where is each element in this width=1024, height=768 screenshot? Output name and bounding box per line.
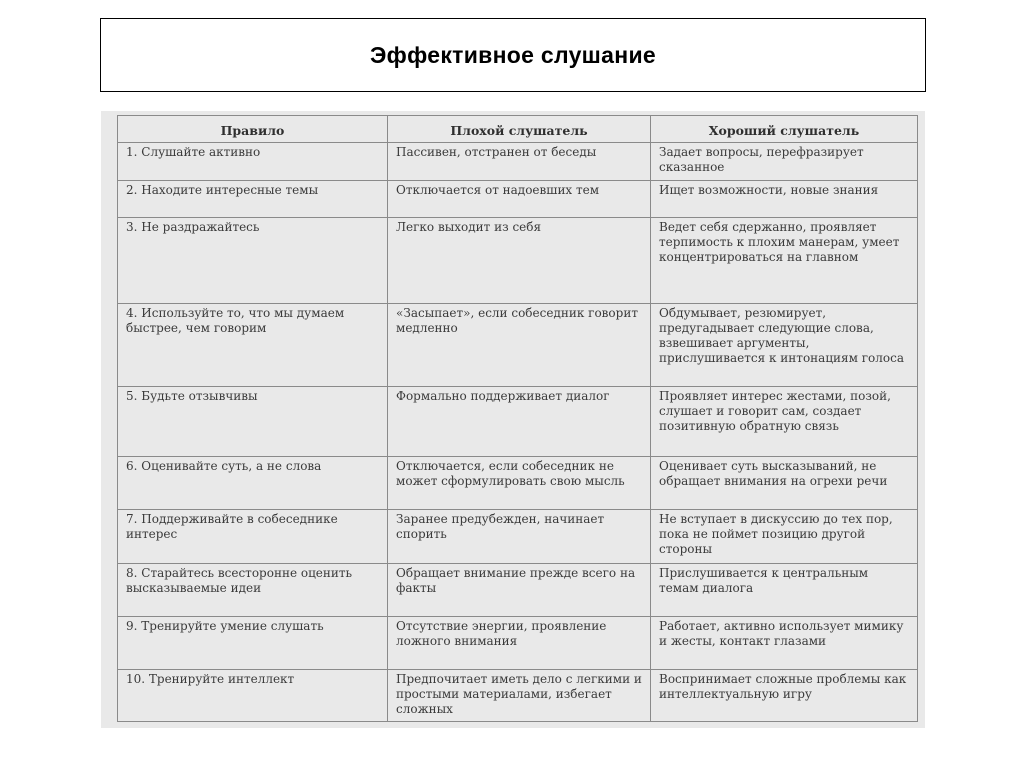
bad-listener-cell: Отключается от надоевших тем [388, 181, 651, 218]
bad-listener-cell: «Засыпает», если собеседник говорит медленно [388, 304, 651, 387]
table-row [118, 564, 918, 617]
table-row [118, 143, 918, 181]
rule-cell: 10. Тренируйте интеллект [118, 670, 388, 722]
good-listener-cell: Работает, активно использует мимику и жесты, контакт глазами [651, 617, 918, 670]
scanned-table-image [101, 111, 925, 728]
bad-listener-cell: Обращает внимание прежде всего на факты [388, 564, 651, 617]
title-box [100, 18, 926, 92]
table-row [118, 304, 918, 387]
bad-listener-cell: Пассивен, отстранен от беседы [388, 143, 651, 181]
table-row [118, 218, 918, 304]
rule-cell: 4. Используйте то, что мы думаем быстрее, чем говорим [118, 304, 388, 387]
good-listener-cell: Оценивает суть высказываний, не обращает внимания на огрехи речи [651, 457, 918, 510]
header-rule: Правило [118, 116, 388, 143]
bad-listener-cell: Отключается, если собеседник не может сформулировать свою мысль [388, 457, 651, 510]
table-row [118, 617, 918, 670]
good-listener-cell: Ведет себя сдержанно, проявляет терпимость к плохим манерам, умеет концентрироваться на главном [651, 218, 918, 304]
rule-cell: 6. Оценивайте суть, а не слова [118, 457, 388, 510]
header-good-listener: Хороший слушатель [651, 116, 918, 143]
bad-listener-cell: Заранее предубежден, начинает спорить [388, 510, 651, 564]
table-row [118, 181, 918, 218]
good-listener-cell: Прислушивается к центральным темам диалога [651, 564, 918, 617]
rule-cell: 2. Находите интересные темы [118, 181, 388, 218]
bad-listener-cell: Предпочитает иметь дело с легкими и простыми материалами, избегает сложных [388, 670, 651, 722]
rule-cell: 9. Тренируйте умение слушать [118, 617, 388, 670]
good-listener-cell: Задает вопросы, перефразирует сказанное [651, 143, 918, 181]
rule-cell: 5. Будьте отзывчивы [118, 387, 388, 457]
table-row [118, 387, 918, 457]
table-row [118, 670, 918, 722]
good-listener-cell: Воспринимает сложные проблемы как интеллектуальную игру [651, 670, 918, 722]
rule-cell: 8. Старайтесь всесторонне оценить высказываемые идеи [118, 564, 388, 617]
good-listener-cell: Ищет возможности, новые знания [651, 181, 918, 218]
bad-listener-cell: Легко выходит из себя [388, 218, 651, 304]
header-bad-listener: Плохой слушатель [388, 116, 651, 143]
good-listener-cell: Не вступает в дискуссию до тех пор, пока не поймет позицию другой стороны [651, 510, 918, 564]
table-row [118, 457, 918, 510]
good-listener-cell: Обдумывает, резюмирует, предугадывает следующие слова, взвешивает аргументы, прислушивается к интонациям голоса [651, 304, 918, 387]
listening-rules-table [117, 115, 918, 722]
rule-cell: 7. Поддерживайте в собеседнике интерес [118, 510, 388, 564]
bad-listener-cell: Отсутствие энергии, проявление ложного внимания [388, 617, 651, 670]
slide-title: Эффективное слушание [370, 41, 656, 68]
rule-cell: 1. Слушайте активно [118, 143, 388, 181]
table-header-row [118, 116, 918, 143]
bad-listener-cell: Формально поддерживает диалог [388, 387, 651, 457]
good-listener-cell: Проявляет интерес жестами, позой, слушает и говорит сам, создает позитивную обратную связь [651, 387, 918, 457]
table-row [118, 510, 918, 564]
rule-cell: 3. Не раздражайтесь [118, 218, 388, 304]
